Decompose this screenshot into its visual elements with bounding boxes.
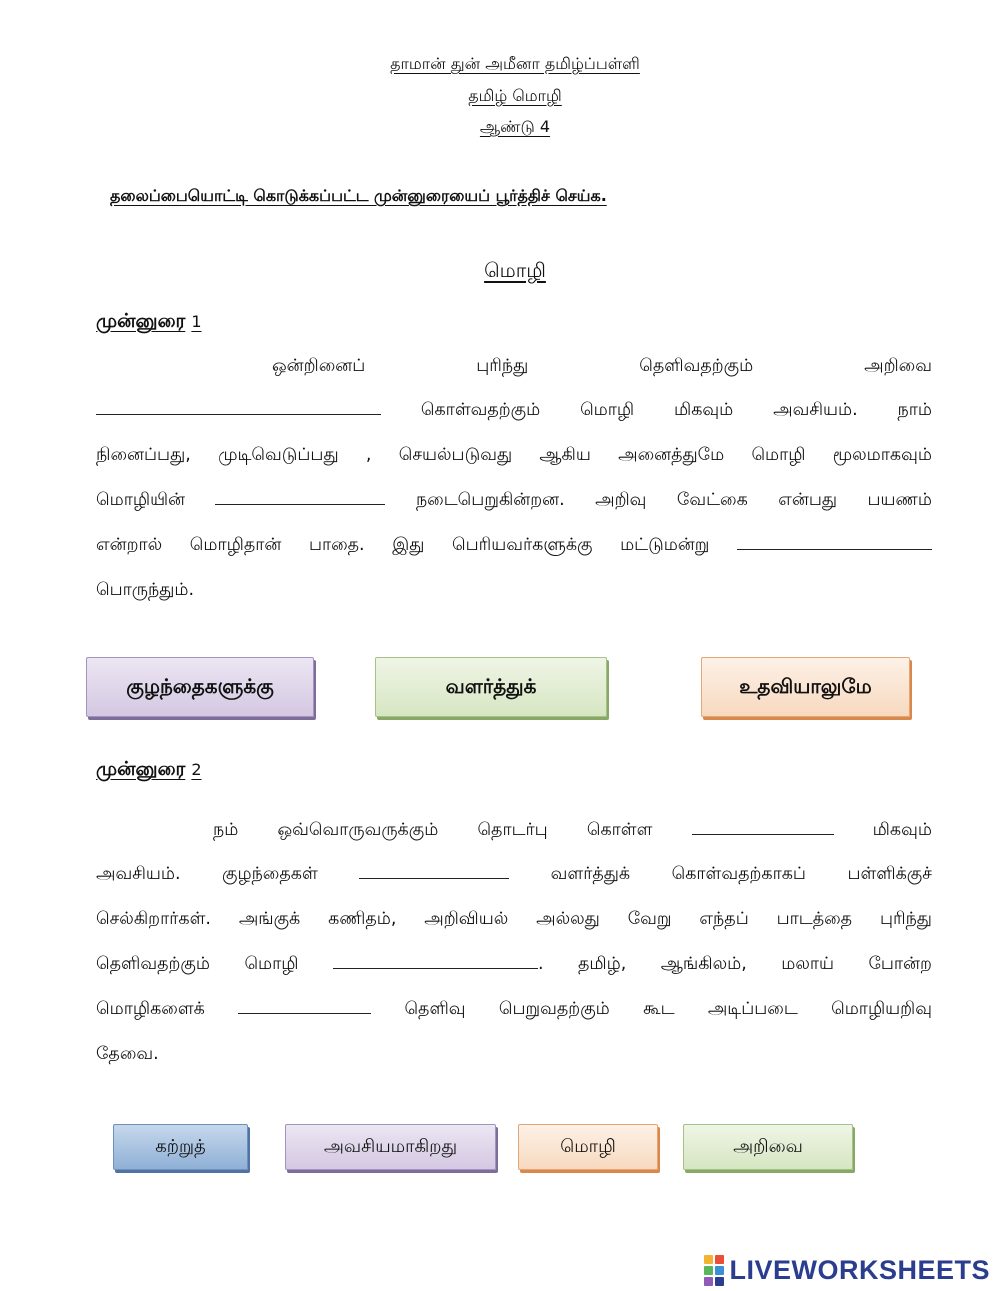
topic-title: மொழி: [484, 258, 546, 282]
s2-word: கொள்வதற்காகப்: [671, 864, 806, 884]
s1-word: முடிவெடுப்பது: [218, 445, 339, 465]
s1-word: ஆகிய: [539, 445, 591, 465]
s2-word: அவசியம்.: [96, 864, 181, 884]
option-mozhi[interactable]: மொழி: [518, 1124, 658, 1170]
s2-word: வேறு: [627, 909, 672, 929]
s1-word: மிகவும்: [674, 400, 734, 420]
s1-word: செயல்படுவது: [398, 445, 513, 465]
s2-word: கணிதம்,: [328, 909, 397, 929]
s1-word: மொழி: [580, 400, 635, 420]
section2-title-label: முன்னுரை: [96, 758, 186, 780]
s2-word: பாடத்தை: [776, 909, 853, 929]
s2-word: நம்: [213, 820, 239, 840]
s1-word: ஒன்றினைப்: [272, 356, 366, 376]
s2-word: மிகவும்: [872, 820, 932, 840]
blank-s1-3[interactable]: [737, 535, 932, 550]
s2-word: போன்ற: [868, 954, 932, 974]
s1-word: நாம்: [897, 400, 932, 420]
option-katruth[interactable]: கற்றுத்: [113, 1124, 248, 1170]
s1-word: மொழி: [751, 445, 806, 465]
s1-word: ,: [365, 445, 372, 465]
s2-line-4: [96, 954, 932, 976]
s1-word: கொள்வதற்கும்: [420, 400, 541, 420]
s2-word: தொடர்பு: [477, 820, 548, 840]
section1-title-label: முன்னுரை: [96, 310, 186, 332]
s2-word: வளர்த்துக்: [550, 864, 631, 884]
s2-word: அங்குக்: [238, 909, 301, 929]
s2-word: அடிப்படை: [707, 999, 798, 1019]
liveworksheets-logo-text: LIVEWORKSHEETS: [729, 1255, 990, 1285]
s1-word: தெளிவதற்கும்: [639, 356, 754, 376]
section2-title: [96, 758, 202, 783]
s2-line-6: [96, 1044, 932, 1066]
s1-word: அறிவை: [864, 356, 932, 376]
s2-word: பள்ளிக்குச்: [847, 864, 932, 884]
s1-word: நினைப்பது,: [96, 445, 191, 465]
s2-word: ஒவ்வொருவருக்கும்: [277, 820, 439, 840]
blank-s1-2[interactable]: [215, 490, 385, 505]
year-label: ஆண்டு 4: [479, 117, 551, 136]
school-name: தாமான் துன் அமீனா தமிழ்ப்பள்ளி: [390, 54, 640, 73]
liveworksheets-logo-icon: [704, 1255, 724, 1286]
blank-s2-1[interactable]: [692, 820, 834, 835]
s1-word: அனைத்துமே: [618, 445, 725, 465]
s2-word: அறிவியல்: [424, 909, 509, 929]
s2-word: மொழிகளைக்: [96, 999, 205, 1019]
s2-word: மொழியறிவு: [831, 999, 932, 1019]
s2-line-3: [96, 909, 932, 931]
liveworksheets-logo[interactable]: [704, 1255, 990, 1286]
s1-word: பொருந்தும்.: [96, 580, 195, 600]
option-udhaviyalume[interactable]: உதவியாலுமே: [701, 657, 910, 717]
blank-s1-1[interactable]: [96, 400, 381, 415]
option-avasiyamagirathu[interactable]: அவசியமாகிறது: [285, 1124, 496, 1170]
s1-word: என்றால்: [96, 535, 163, 555]
s1-word: என்பது: [778, 490, 838, 510]
s2-word: தெளிவதற்கும்: [96, 954, 210, 974]
s2-line-5: [96, 999, 932, 1021]
s2-word: மலாய்: [781, 954, 834, 974]
s1-line-6: [96, 580, 932, 602]
s2-word: ஆங்கிலம்,: [660, 954, 747, 974]
s1-word: பெரியவர்களுக்கு: [451, 535, 593, 555]
s1-word: அவசியம்.: [773, 400, 858, 420]
s2-line-2: [96, 864, 932, 886]
blank-s2-3[interactable]: [333, 954, 538, 969]
s2-word: தமிழ்,: [578, 954, 627, 974]
s2-line-1: [96, 820, 932, 842]
section1-title: [96, 310, 202, 335]
s2-word: கூட: [643, 999, 675, 1019]
s1-word: பயணம்: [867, 490, 932, 510]
s1-word: நடைபெறுகின்றன.: [415, 490, 565, 510]
s1-word: பாதை.: [308, 535, 365, 555]
s1-word: மொழிதான்: [189, 535, 282, 555]
s1-line-3: [96, 445, 932, 467]
s2-word: செல்கிறார்கள்.: [96, 909, 211, 929]
s1-word: மூலமாகவும்: [832, 445, 932, 465]
subject-title: தமிழ் மொழி: [468, 86, 562, 105]
s2-word: அல்லது: [536, 909, 600, 929]
section1-number: 1: [191, 312, 202, 331]
blank-s2-4[interactable]: [238, 999, 371, 1014]
blank-s2-2[interactable]: [359, 864, 509, 879]
s2-word: எந்தப்: [699, 909, 749, 929]
s1-word: புரிந்து: [476, 356, 529, 376]
s1-word: வேட்கை: [676, 490, 748, 510]
s1-line-4: [96, 490, 932, 512]
s1-word: மட்டுமன்று: [620, 535, 710, 555]
s2-word: தெளிவு: [404, 999, 466, 1019]
s2-word: தேவை.: [96, 1044, 159, 1064]
s2-word: மொழி: [244, 954, 299, 974]
s1-word: மொழியின்: [96, 490, 186, 510]
s2-word: பெறுவதற்கும்: [498, 999, 610, 1019]
option-arivai[interactable]: அறிவை: [683, 1124, 853, 1170]
s2-word: கொள்ள: [586, 820, 653, 840]
instruction-text: தலைப்பையொட்டி கொடுக்கப்பட்ட முன்னுரையைப் பூர்த்திச் செய்க.: [110, 186, 607, 205]
s1-word: இது: [392, 535, 425, 555]
s2-word: .: [537, 954, 544, 974]
s2-word: புரிந்து: [879, 909, 932, 929]
s1-word: அறிவு: [595, 490, 647, 510]
s2-word: குழந்தைகள்: [222, 864, 318, 884]
option-valarthuk[interactable]: வளர்த்துக்: [375, 657, 607, 717]
s1-line-2: [96, 400, 932, 422]
option-kuzhanthaigalukku[interactable]: குழந்தைகளுக்கு: [86, 657, 314, 717]
section2-number: 2: [191, 760, 202, 779]
s1-line-1: [96, 356, 932, 378]
s1-line-5: [96, 535, 932, 557]
